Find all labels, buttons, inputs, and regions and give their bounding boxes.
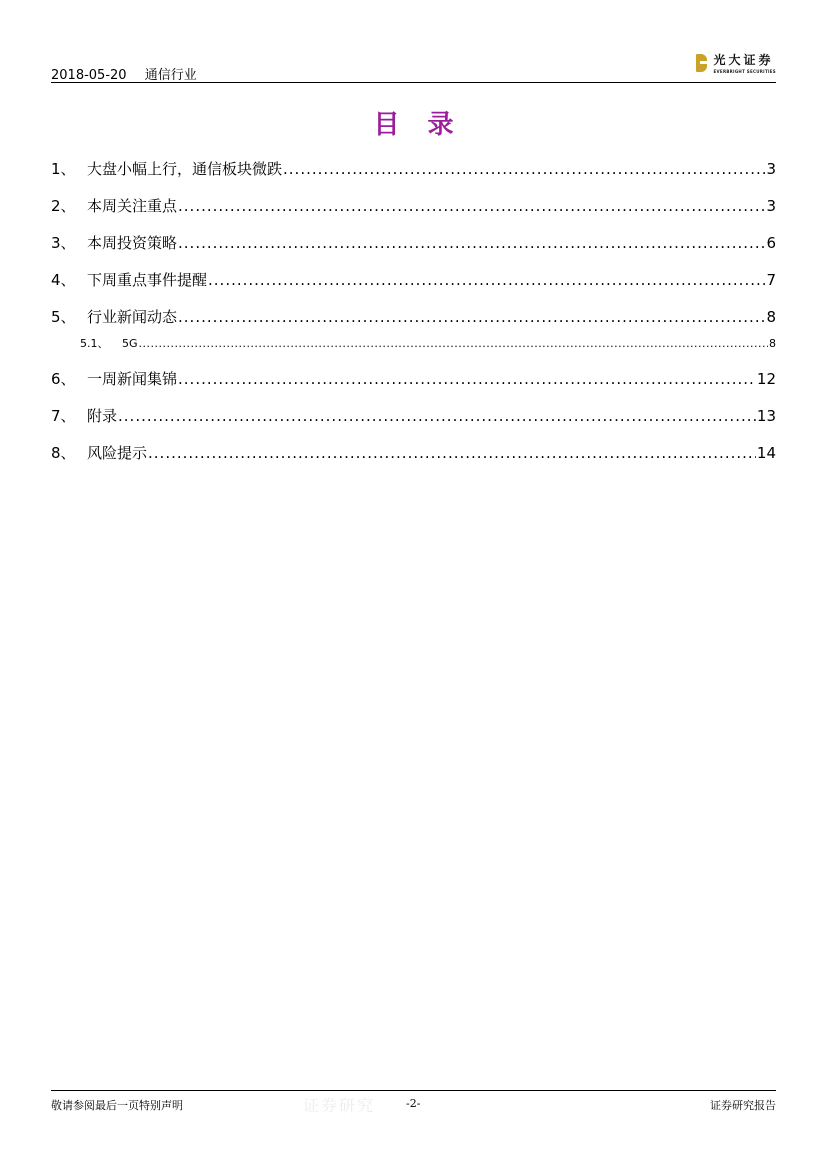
toc-entry-number: 1、 (51, 160, 76, 178)
toc-entry-label: 风险提示 (87, 444, 148, 462)
toc-leader-dots (178, 234, 765, 252)
toc-entry-number: 5、 (51, 308, 76, 326)
page-number: -2- (406, 1097, 421, 1110)
toc-entry-3[interactable] (51, 232, 776, 253)
toc-entry-page: 14 (756, 444, 776, 462)
report-industry: 通信行业 (144, 68, 197, 83)
footer-watermark: 证券研究 (303, 1096, 376, 1115)
toc-entry-label: 行业新闻动态 (87, 308, 178, 326)
toc-entry-number: 5.1、 (80, 337, 109, 350)
toc-entry-8[interactable] (51, 442, 776, 463)
toc-entry-page: 3 (766, 160, 776, 178)
company-logo (696, 54, 776, 74)
toc-entry-number: 4、 (51, 271, 76, 289)
footer-report-type: 证券研究报告 (710, 1099, 776, 1112)
toc-subentry-5-1[interactable] (80, 335, 776, 351)
toc-leader-dots (178, 197, 765, 215)
page-header (51, 50, 776, 83)
toc-leader-dots (139, 337, 768, 350)
toc-leader-dots (148, 444, 756, 462)
toc-entry-5[interactable] (51, 306, 776, 327)
everbright-logo-icon (696, 54, 707, 72)
toc-entry-page: 3 (766, 197, 776, 215)
logo-text (713, 54, 776, 74)
toc-entry-label: 附录 (87, 407, 118, 425)
toc-entry-number: 2、 (51, 197, 76, 215)
toc-entry-6[interactable] (51, 368, 776, 389)
toc-entry-label: 本周关注重点 (87, 197, 178, 215)
logo-english-name: EVERBRIGHT SECURITIES (713, 69, 776, 74)
toc-entry-1[interactable] (51, 158, 776, 179)
toc-leader-dots (118, 407, 756, 425)
toc-entry-page: 8 (769, 337, 776, 350)
toc-entry-label: 一周新闻集锦 (87, 370, 178, 388)
toc-leader-dots (283, 160, 765, 178)
toc-entry-number: 6、 (51, 370, 76, 388)
toc-entry-7[interactable] (51, 405, 776, 426)
toc-entry-label: 下周重点事件提醒 (87, 271, 208, 289)
toc-entry-page: 12 (756, 370, 776, 388)
footer-disclaimer: 敬请参阅最后一页特别声明 (51, 1099, 183, 1112)
toc-leader-dots (178, 370, 756, 388)
logo-chinese-name: 光大证券 (713, 53, 774, 67)
toc-leader-dots (178, 308, 765, 326)
toc-entry-number: 3、 (51, 234, 76, 252)
report-date: 2018-05-20 (51, 68, 127, 83)
toc-entry-page: 8 (766, 308, 776, 326)
page-footer (51, 1090, 776, 1115)
toc-entry-label: 5G (122, 337, 138, 350)
toc-entry-number: 7、 (51, 407, 76, 425)
toc-entry-4[interactable] (51, 269, 776, 290)
toc-entry-label: 本周投资策略 (87, 234, 178, 252)
toc-entry-page: 6 (766, 234, 776, 252)
toc-leader-dots (208, 271, 765, 289)
toc-title: 目录 (373, 110, 482, 140)
header-info (51, 64, 211, 83)
toc-entry-2[interactable] (51, 195, 776, 216)
toc-entry-page: 13 (756, 407, 776, 425)
toc-entry-label: 大盘小幅上行，通信板块微跌 (87, 160, 283, 178)
toc-entry-page: 7 (766, 271, 776, 289)
toc-entry-number: 8、 (51, 444, 76, 462)
